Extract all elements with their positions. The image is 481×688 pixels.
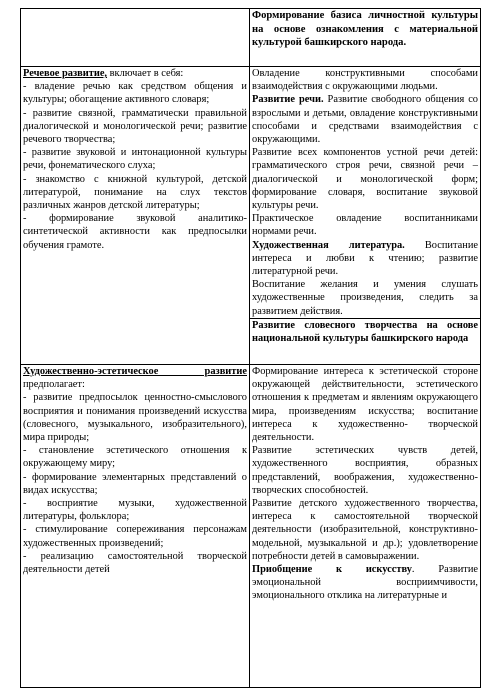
speech-right-paragraph-heading: Развитие речи. [252, 94, 324, 106]
speech-title-rest: включает в себя: [107, 68, 184, 79]
speech-title: Речевое развитие, [23, 68, 108, 79]
speech-heading [23, 67, 247, 80]
art-right-paragraph [252, 563, 478, 603]
art-heading [23, 365, 247, 391]
speech-right-content [252, 67, 478, 345]
art-right-paragraph-text: Развитие эстетических чувств детей, художественного восприятия, образных представлений, воображения, художественно-творческих способностей. [252, 445, 478, 496]
speech-left-item: - развитие звуковой и интонационной культуры речи, фонематического слуха; [23, 147, 247, 172]
art-row [21, 365, 481, 688]
art-left-item: - развитие предпосылок ценностно-смыслового восприятия и понимания произведений искусства (словесного, музыкального, изобразительного), мира природы; [23, 392, 247, 444]
art-title-rest: предполагает: [23, 379, 85, 391]
speech-right-paragraph-text: Практическое овладение воспитанниками нормами речи. [252, 213, 478, 238]
speech-right-paragraph-text: Овладение конструктивными способами взаимодействия с окружающими людьми. [252, 68, 478, 93]
speech-row [21, 67, 481, 365]
art-right-paragraph-text: Развитие детского художественного творчества, интереса к самостоятельной творческой деятельности (изобразительной, конструктивно-модельной, музыкальной и др.); удовлетворение потребности детей в самовыражении. [252, 498, 478, 562]
art-left-item: - становление эстетического отношения к окружающему миру; [23, 445, 247, 470]
speech-right-paragraph-heading: Художественная литература. [252, 239, 405, 251]
speech-right-paragraph-text: Развитие свободного общения со взрослыми и детьми, овладение конструктивными способами и средствами взаимодействия с окружающими. [252, 94, 478, 146]
art-right-cell [250, 365, 481, 688]
art-right-paragraph [252, 497, 478, 563]
speech-left-item: - развитие связной, грамматически правильной диалогической и монологической речи; развитие речевого творчества; [23, 107, 247, 146]
art-title: Художественно-эстетическое развитие [23, 366, 247, 377]
speech-left-list [23, 80, 247, 252]
art-right-paragraph-text: . Развитие эмоциональной восприимчивости, эмоционального отклика на литературные и [252, 564, 479, 602]
speech-left-item: - знакомство с книжной культурой, детской литературой, понимание на слух текстов различных жанров детской литературы; [23, 173, 247, 212]
art-left-item: - стимулирование сопереживания персонажам художественных произведений; [23, 524, 247, 549]
art-right-content [252, 365, 478, 603]
art-left-list [23, 391, 247, 576]
speech-right-paragraph [250, 318, 480, 345]
art-right-paragraph-heading: Приобщение к искусству [252, 564, 412, 576]
speech-right-cell [250, 67, 481, 365]
speech-right-paragraph [252, 93, 478, 146]
art-left-item: - формирование элементарных представлений о видах искусства; [23, 471, 247, 496]
speech-right-paragraph-text: Воспитание желания и умения слушать художественные произведения, следить за развитием действия. [252, 279, 478, 317]
header-right-title: Формирование базиса личностной культуры на основе ознакомления с материальной культурой башкирского народа. [252, 10, 478, 49]
speech-right-paragraph [252, 239, 478, 279]
header-row [21, 9, 481, 67]
art-right-paragraph-text: Формирование интереса к эстетической стороне окружающей действительности, эстетического отношения к предметам и явлениям окружающего мира, произведениям искусства; воспитание интереса к художественно- творческой деятельности. [252, 366, 478, 444]
speech-right-paragraph [252, 212, 478, 238]
speech-right-paragraph [252, 278, 478, 318]
speech-left-cell [21, 67, 250, 365]
speech-right-paragraph [252, 67, 478, 93]
speech-left-item: - формирование звуковой аналитико-синтетической активности как предпосылки обучения грамоте. [23, 213, 247, 251]
speech-right-paragraph-text: Воспитание интереса и любви к чтению; развитие литературной речи. [252, 239, 479, 278]
art-left-item: - восприятие музыки, художественной литературы, фольклора; [23, 498, 247, 523]
art-left-cell [21, 365, 250, 688]
speech-left-item: - владение речью как средством общения и культуры; обогащение активного словаря; [23, 81, 247, 106]
header-right-cell [250, 9, 481, 67]
art-right-paragraph [252, 444, 478, 497]
art-right-paragraph [252, 365, 478, 444]
document-table [20, 8, 481, 688]
speech-right-paragraph-text: Развитие всех компонентов устной речи детей: грамматического строя речи, связной речи – диалогической и монологической форм; формирование словаря, воспитание звуковой культуры речи. [252, 147, 478, 212]
header-left-cell [21, 9, 250, 67]
speech-right-paragraph-heading: Развитие словесного творчества на основе национальной культуры башкирского народа [252, 319, 478, 345]
art-left-item: - реализацию самостоятельной творческой деятельности детей [23, 550, 247, 576]
speech-right-paragraph [252, 146, 478, 212]
